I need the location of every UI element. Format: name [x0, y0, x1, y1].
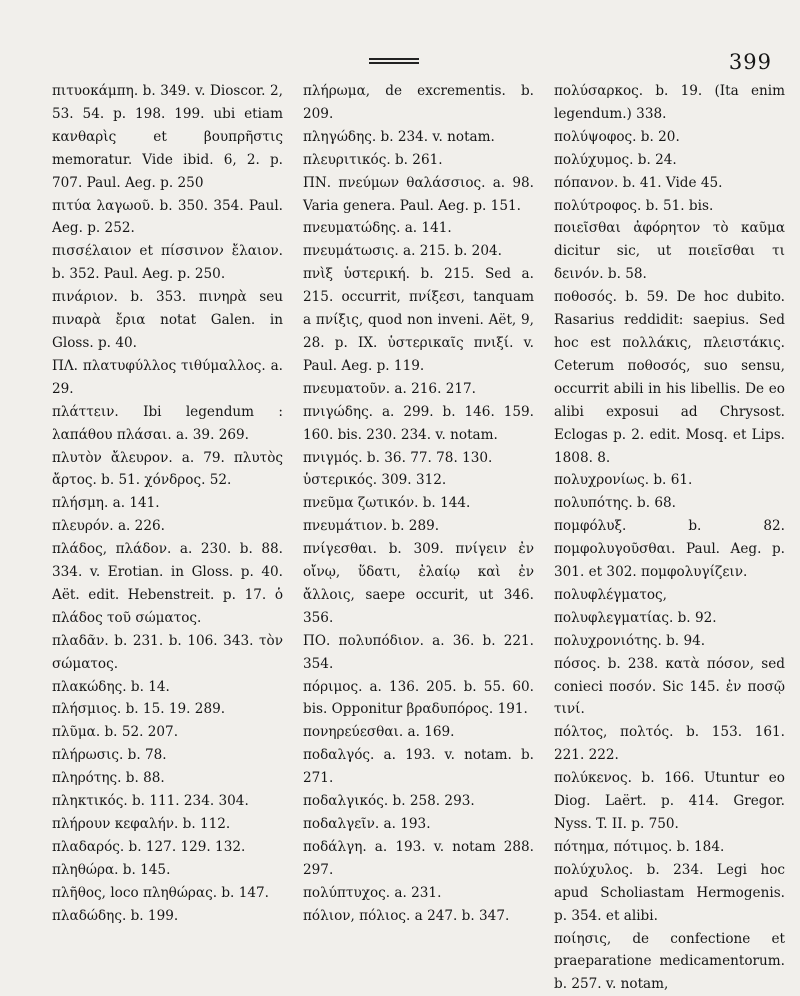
index-entry: ὑστερικός. 309. 312. [303, 472, 447, 489]
index-entry: πνευματώδης. a. 141. [303, 220, 452, 237]
index-entry: πλήσμη. a. 141. [52, 495, 160, 512]
index-entry: πολυχρονιότης. b. 94. [554, 632, 706, 649]
index-entry: πόλτος, πολτός. b. 153. 161. 221. 222. [554, 724, 785, 764]
index-entry: πολύχυλος. b. 234. Legi hoc apud Scholiastam Hermogenis. p. 354. et alibi. [554, 861, 785, 924]
index-entry: πνὶξ ὑστερική. b. 215. Sed a. 215. occurrit, πνίξεσι, tanquam a πνίξις, quod non inveni. Aët, 9, 28. p. IX. ὑστερικαῖς πνιξί. v. Paul. Aeg. p. 119. [303, 266, 534, 374]
index-entry: πολύψοφος. b. 20. [554, 128, 680, 145]
index-entry: πλακώδης. b. 14. [52, 678, 170, 695]
index-entry: πληρότης. b. 88. [52, 770, 165, 787]
index-entry: πονηρεύεσθαι. a. 169. [303, 724, 455, 741]
index-entry: πνευμάτιον. b. 289. [303, 518, 440, 535]
index-entry: πινάριον. b. 353. πινηρὰ seu πιναρὰ ἔρια notat Galen. in Gloss. p. 40. [52, 289, 283, 351]
index-entry: πλευρόν. a. 226. [52, 518, 165, 535]
index-entry: πνιγώδης. a. 299. b. 146. 159. 160. bis. 230. 234. v. notam. [303, 403, 534, 443]
index-entry: πνεῦμα ζωτικόν. b. 144. [303, 495, 471, 512]
index-entry: πνευματοῦν. a. 216. 217. [303, 380, 476, 397]
index-entry: πολύσαρκος. b. 19. (Ita enim legendum.) 338. [554, 83, 785, 122]
index-entry: πλῆθος, loco πληθώρας. b. 147. [52, 884, 269, 901]
index-entry: πνευμάτωσις. a. 215. b. 204. [303, 243, 502, 260]
index-columns [52, 80, 787, 996]
index-entry: ΠΝ. πνεύμων θαλάσσιος. a. 98. Varia genera. Paul. Aeg. p. 151. [303, 174, 534, 214]
header-rule [369, 58, 419, 64]
index-entry: πότημα, πότιμος. b. 184. [554, 838, 725, 855]
index-entry: πιτύα λαγωοῦ. b. 350. 354. Paul. Aeg. p. 252. [52, 197, 283, 237]
index-entry: πόπανον. b. 41. Vide 45. [554, 174, 723, 191]
index-entry: πόσος. b. 238. κατὰ πόσον, sed conieci ποσόν. Sic 145. ἐν ποσῷ τινί. [554, 655, 785, 718]
index-entry: πολύπτυχος. a. 231. [303, 884, 442, 901]
index-entry: πληκτικός. b. 111. 234. 304. [52, 793, 249, 810]
index-entry: πολυπότης. b. 68. [554, 495, 676, 512]
index-entry: πλήρωμα, de excrementis. b. 209. [303, 83, 534, 122]
index-entry: πολυφλέγματος, πολυφλεγματίας. b. 92. [554, 586, 717, 626]
column-right [554, 80, 785, 996]
index-entry: ποιεῖσθαι ἀφόρητον τὸ καῦμα dicitur sic, ut ποιεῖσθαι τι δεινόν. b. 58. [554, 220, 785, 283]
index-entry: πλήσμιος. b. 15. 19. 289. [52, 701, 226, 718]
index-entry: πλῦμα. b. 52. 207. [52, 724, 179, 741]
index-entry: πληγώδης. b. 234. v. notam. [303, 128, 495, 145]
index-entry: πολύχυμος. b. 24. [554, 151, 677, 168]
index-entry: πλαδᾶν. b. 231. b. 106. 343. τὸν σώματος. [52, 632, 283, 672]
index-entry: πνιγμός. b. 36. 77. 78. 130. [303, 449, 493, 466]
index-entry: πόλιον, πόλιος. a 247. b. 347. [303, 907, 510, 924]
index-entry: πιτυοκάμπη. b. 349. v. Dioscor. 2, 53. 54. p. 198. 199. ubi etiam κανθαρὶς et βουπρῆστις memoratur. Vide ibid. 6, 2. p. 707. Paul. Aeg. p. 250 [52, 83, 283, 191]
index-entry: πλυτὸν ἄλευρον. a. 79. πλυτὸς ἄρτος. b. 51. χόνδρος. 52. [52, 449, 283, 489]
index-entry: ΠΛ. πλατυφύλλος τιθύμαλλος. a. 29. [52, 357, 283, 397]
index-entry: πλευριτικός. b. 261. [303, 151, 443, 168]
index-entry: πολυχρονίως. b. 61. [554, 472, 693, 489]
index-entry: πλήρωσις. b. 78. [52, 747, 167, 764]
index-entry: πλάττειν. Ibi legendum : λαπάθου πλάσαι. a. 39. 269. [52, 403, 283, 443]
index-entry: πλήρουν κεφαλήν. b. 112. [52, 816, 231, 832]
index-entry: ποδαλγικός. b. 258. 293. [303, 793, 475, 810]
page-number: 399 [728, 50, 772, 74]
index-entry: ποδαλγός. a. 193. v. notam. b. 271. [303, 747, 534, 787]
index-entry: πληθώρα. b. 145. [52, 861, 171, 878]
index-entry: ΠΟ. πολυπόδιον. a. 36. b. 221. 354. [303, 632, 534, 672]
index-entry: ποδάλγη. a. 193. v. notam 288. 297. [303, 838, 534, 878]
index-entry: ποθοσός. b. 59. De hoc dubito. Rasarius reddidit: saepius. Sed hoc est πολλάκις, πλειστάκις. Ceterum ποθοσός, suo sensu, occurrit abili in his libellis. De eo alibi exposui ad Chrysost. Eclogas p. 2. edit. Mosq. et Lips. 1808. 8. [554, 289, 785, 466]
index-entry: πολύκενος. b. 166. Utuntur eo Diog. Laërt. p. 414. Gregor. Nyss. T. II. p. 750. [554, 770, 785, 832]
index-entry: ποίησις, de confectione et praeparatione medicamentorum. b. 257. v. notam, [554, 930, 785, 993]
index-entry: πολύτροφος. b. 51. bis. [554, 197, 714, 214]
index-entry: πισσέλαιον et πίσσινον ἔλαιον. b. 352. Paul. Aeg. p. 250. [52, 243, 283, 283]
index-entry: πλαδώδης. b. 199. [52, 907, 179, 924]
index-entry: πόριμος. a. 136. 205. b. 55. 60. bis. Opponitur βραδυπόρος. 191. [303, 678, 534, 718]
index-entry: πομφόλυξ. b. 82. πομφολυγοῦσθαι. Paul. Aeg. p. 301. et 302. πομφολυγίζειν. [554, 518, 785, 581]
index-entry: πλάδος, πλάδον. a. 230. b. 88. 334. v. Erotian. in Gloss. p. 40. Aët. edit. Hebenstreit. p. 17. ὁ πλάδος τοῦ σώματος. [52, 541, 283, 626]
index-entry: πνίγεσθαι. b. 309. πνίγειν ἐν οἴνῳ, ὕδατι, ἐλαίῳ καὶ ἐν ἄλλοις, saepe occurit, ut 346. 356. [303, 541, 534, 626]
column-middle [303, 80, 534, 996]
column-left [52, 80, 283, 996]
index-entry: ποδαλγεῖν. a. 193. [303, 816, 431, 832]
index-entry: πλαδαρός. b. 127. 129. 132. [52, 838, 246, 855]
